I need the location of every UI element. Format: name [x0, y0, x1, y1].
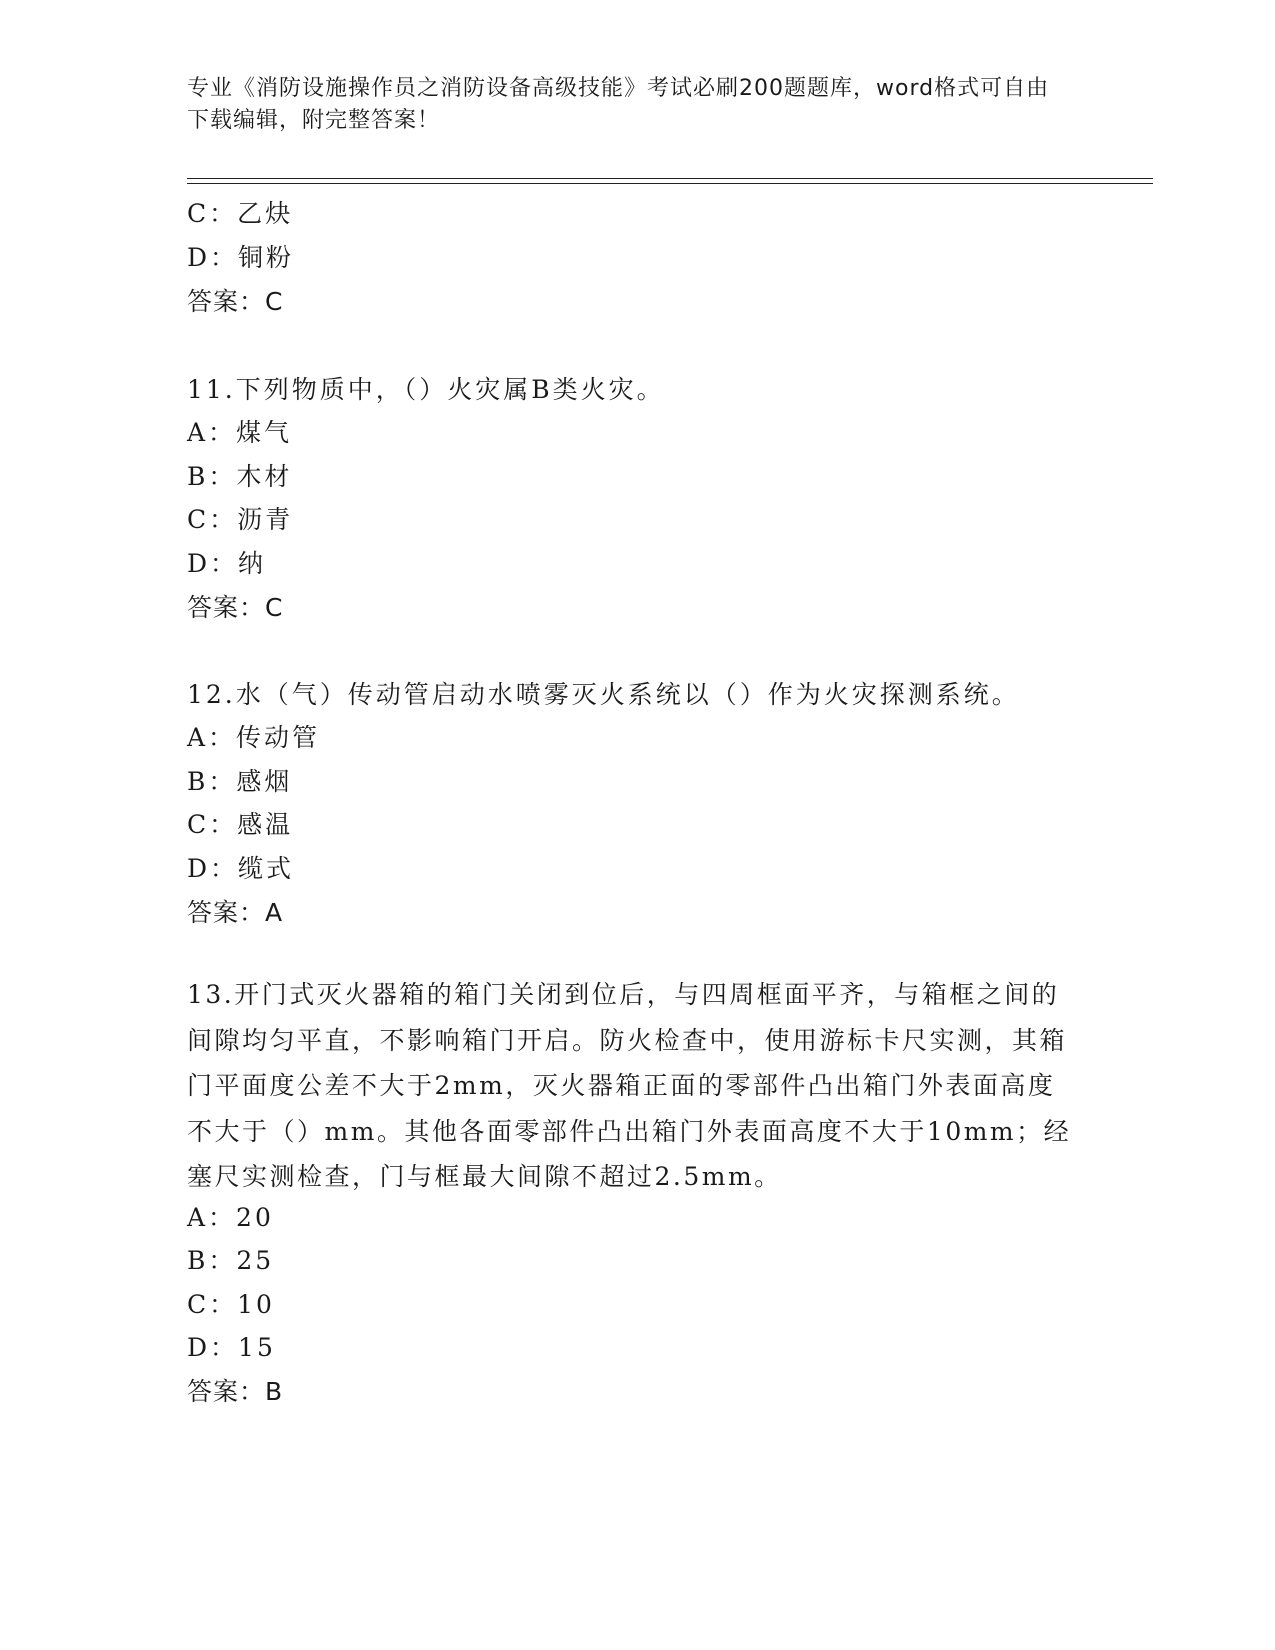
question-12-option-d: D：缆式 — [187, 854, 295, 883]
question-13-option-a: A：20 — [187, 1203, 274, 1232]
question-11-stem: 11.下列物质中，（）火灾属B类火灾。 — [187, 375, 665, 404]
option-c: C：乙炔 — [187, 199, 294, 228]
question-13-option-d: D：15 — [187, 1333, 276, 1362]
question-11-option-d: D：纳 — [187, 549, 267, 578]
question-12-option-b: B：感烟 — [187, 767, 293, 796]
question-12-stem: 12.水（气）传动管启动水喷雾灭火系统以（）作为火灾探测系统。 — [187, 680, 1020, 709]
question-11-option-b: B：木材 — [187, 462, 293, 491]
header-divider-top — [187, 178, 1153, 179]
question-13-stem: 13.开门式灭火器箱的箱门关闭到位后，与四周框面平齐，与箱框之间的间隙均匀平直，不影响箱门开启。防火检查中，使用游标卡尺实测，其箱门平面度公差不大于2mm，灭火器箱正面的零部件凸出箱门外表面高度不大于（）mm。其他各面零部件凸出箱门外表面高度不大于10mm；经塞尺实测检查，门与框最大间隙不超过2.5mm。 — [187, 980, 1072, 1191]
question-12-answer: 答案：A — [187, 898, 284, 927]
answer-line: 答案：C — [187, 287, 284, 316]
header-divider-bottom — [187, 183, 1153, 184]
option-d: D：铜粉 — [187, 243, 295, 272]
question-11-option-a: A：煤气 — [187, 418, 293, 447]
question-11-answer: 答案：C — [187, 593, 284, 622]
question-13-option-b: B：25 — [187, 1246, 275, 1275]
question-13-answer: 答案：B — [187, 1377, 284, 1406]
question-12-option-c: C：感温 — [187, 810, 294, 839]
question-13-option-c: C：10 — [187, 1290, 275, 1319]
document-header: 专业《消防设施操作员之消防设备高级技能》考试必刷200题题库，word格式可自由下载编辑，附完整答案！ — [187, 76, 1050, 133]
question-12-option-a: A：传动管 — [187, 723, 321, 752]
question-11-option-c: C：沥青 — [187, 505, 294, 534]
